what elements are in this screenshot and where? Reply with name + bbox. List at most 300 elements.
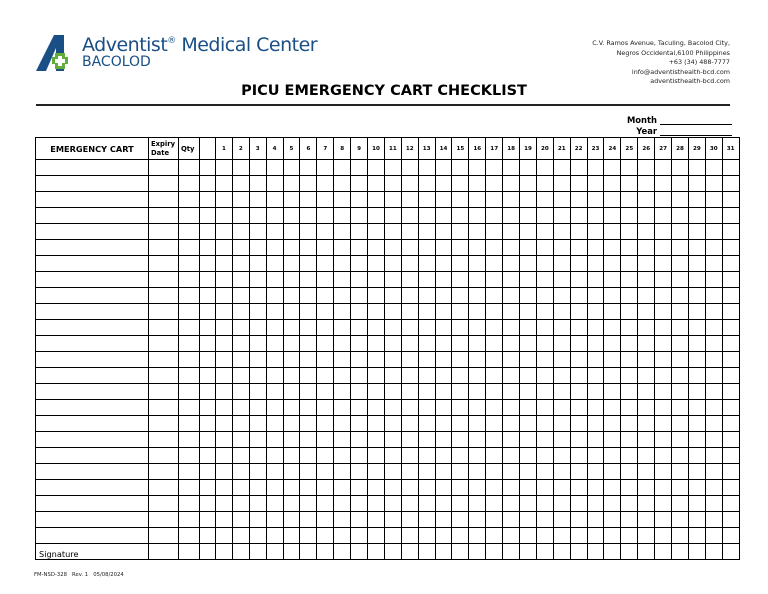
check-cell[interactable] (672, 352, 689, 368)
check-cell[interactable] (384, 368, 401, 384)
check-cell[interactable] (655, 384, 672, 400)
check-cell[interactable] (351, 240, 368, 256)
check-cell[interactable] (570, 304, 587, 320)
check-cell[interactable] (266, 288, 283, 304)
check-cell[interactable] (705, 400, 722, 416)
check-cell[interactable] (200, 496, 216, 512)
check-cell[interactable] (149, 224, 179, 240)
check-cell[interactable] (384, 512, 401, 528)
check-cell[interactable] (486, 352, 503, 368)
month-line[interactable] (660, 116, 732, 125)
check-cell[interactable] (638, 464, 655, 480)
check-cell[interactable] (149, 480, 179, 496)
check-cell[interactable] (604, 448, 621, 464)
check-cell[interactable] (520, 224, 537, 240)
signature-cell[interactable] (536, 544, 553, 560)
check-cell[interactable] (520, 496, 537, 512)
check-cell[interactable] (638, 448, 655, 464)
check-cell[interactable] (688, 384, 705, 400)
check-cell[interactable] (469, 512, 486, 528)
check-cell[interactable] (149, 528, 179, 544)
check-cell[interactable] (216, 192, 233, 208)
check-cell[interactable] (334, 288, 351, 304)
check-cell[interactable] (536, 336, 553, 352)
check-cell[interactable] (334, 320, 351, 336)
check-cell[interactable] (300, 336, 317, 352)
check-cell[interactable] (469, 368, 486, 384)
check-cell[interactable] (452, 272, 469, 288)
check-cell[interactable] (300, 416, 317, 432)
check-cell[interactable] (638, 528, 655, 544)
check-cell[interactable] (266, 176, 283, 192)
check-cell[interactable] (283, 432, 300, 448)
check-cell[interactable] (536, 272, 553, 288)
check-cell[interactable] (216, 352, 233, 368)
check-cell[interactable] (384, 224, 401, 240)
check-cell[interactable] (384, 304, 401, 320)
check-cell[interactable] (621, 352, 638, 368)
check-cell[interactable] (638, 432, 655, 448)
check-cell[interactable] (179, 496, 200, 512)
check-cell[interactable] (570, 400, 587, 416)
check-cell[interactable] (553, 336, 570, 352)
check-cell[interactable] (334, 480, 351, 496)
check-cell[interactable] (384, 272, 401, 288)
check-cell[interactable] (179, 320, 200, 336)
check-cell[interactable] (722, 432, 739, 448)
check-cell[interactable] (179, 368, 200, 384)
check-cell[interactable] (486, 224, 503, 240)
check-cell[interactable] (655, 224, 672, 240)
check-cell[interactable] (216, 224, 233, 240)
check-cell[interactable] (520, 288, 537, 304)
check-cell[interactable] (638, 304, 655, 320)
check-cell[interactable] (249, 352, 266, 368)
check-cell[interactable] (232, 464, 249, 480)
check-cell[interactable] (351, 448, 368, 464)
check-cell[interactable] (469, 160, 486, 176)
check-cell[interactable] (604, 192, 621, 208)
check-cell[interactable] (216, 496, 233, 512)
check-cell[interactable] (351, 480, 368, 496)
check-cell[interactable] (587, 448, 604, 464)
check-cell[interactable] (553, 240, 570, 256)
check-cell[interactable] (317, 496, 334, 512)
check-cell[interactable] (200, 528, 216, 544)
check-cell[interactable] (266, 416, 283, 432)
check-cell[interactable] (536, 448, 553, 464)
item-cell[interactable] (36, 512, 149, 528)
check-cell[interactable] (179, 384, 200, 400)
check-cell[interactable] (503, 464, 520, 480)
check-cell[interactable] (149, 208, 179, 224)
check-cell[interactable] (621, 192, 638, 208)
check-cell[interactable] (520, 512, 537, 528)
check-cell[interactable] (604, 272, 621, 288)
check-cell[interactable] (672, 512, 689, 528)
check-cell[interactable] (520, 448, 537, 464)
check-cell[interactable] (200, 464, 216, 480)
check-cell[interactable] (587, 224, 604, 240)
check-cell[interactable] (351, 400, 368, 416)
check-cell[interactable] (149, 496, 179, 512)
check-cell[interactable] (200, 272, 216, 288)
item-cell[interactable] (36, 256, 149, 272)
check-cell[interactable] (300, 352, 317, 368)
check-cell[interactable] (418, 176, 435, 192)
check-cell[interactable] (486, 480, 503, 496)
check-cell[interactable] (200, 416, 216, 432)
check-cell[interactable] (486, 304, 503, 320)
check-cell[interactable] (503, 400, 520, 416)
check-cell[interactable] (418, 368, 435, 384)
check-cell[interactable] (266, 320, 283, 336)
check-cell[interactable] (368, 304, 385, 320)
check-cell[interactable] (384, 192, 401, 208)
signature-cell[interactable] (435, 544, 452, 560)
check-cell[interactable] (638, 256, 655, 272)
check-cell[interactable] (300, 176, 317, 192)
check-cell[interactable] (435, 448, 452, 464)
check-cell[interactable] (672, 160, 689, 176)
check-cell[interactable] (351, 464, 368, 480)
check-cell[interactable] (536, 304, 553, 320)
check-cell[interactable] (179, 224, 200, 240)
check-cell[interactable] (638, 160, 655, 176)
check-cell[interactable] (672, 464, 689, 480)
check-cell[interactable] (351, 496, 368, 512)
check-cell[interactable] (486, 512, 503, 528)
check-cell[interactable] (368, 352, 385, 368)
check-cell[interactable] (604, 160, 621, 176)
check-cell[interactable] (672, 176, 689, 192)
check-cell[interactable] (334, 432, 351, 448)
item-cell[interactable] (36, 528, 149, 544)
check-cell[interactable] (536, 288, 553, 304)
check-cell[interactable] (368, 448, 385, 464)
check-cell[interactable] (351, 224, 368, 240)
check-cell[interactable] (179, 416, 200, 432)
check-cell[interactable] (232, 384, 249, 400)
check-cell[interactable] (249, 432, 266, 448)
signature-cell[interactable] (486, 544, 503, 560)
check-cell[interactable] (722, 448, 739, 464)
check-cell[interactable] (249, 272, 266, 288)
check-cell[interactable] (266, 352, 283, 368)
check-cell[interactable] (149, 368, 179, 384)
check-cell[interactable] (655, 448, 672, 464)
check-cell[interactable] (621, 272, 638, 288)
check-cell[interactable] (216, 176, 233, 192)
check-cell[interactable] (655, 464, 672, 480)
check-cell[interactable] (621, 512, 638, 528)
check-cell[interactable] (317, 272, 334, 288)
check-cell[interactable] (418, 400, 435, 416)
check-cell[interactable] (705, 368, 722, 384)
check-cell[interactable] (672, 448, 689, 464)
check-cell[interactable] (621, 304, 638, 320)
check-cell[interactable] (469, 256, 486, 272)
check-cell[interactable] (401, 304, 418, 320)
check-cell[interactable] (688, 336, 705, 352)
check-cell[interactable] (283, 160, 300, 176)
check-cell[interactable] (283, 400, 300, 416)
check-cell[interactable] (655, 416, 672, 432)
check-cell[interactable] (368, 240, 385, 256)
check-cell[interactable] (401, 400, 418, 416)
signature-cell[interactable] (401, 544, 418, 560)
check-cell[interactable] (418, 272, 435, 288)
item-cell[interactable] (36, 384, 149, 400)
check-cell[interactable] (469, 272, 486, 288)
check-cell[interactable] (300, 224, 317, 240)
check-cell[interactable] (705, 384, 722, 400)
check-cell[interactable] (536, 480, 553, 496)
check-cell[interactable] (266, 528, 283, 544)
item-cell[interactable] (36, 432, 149, 448)
check-cell[interactable] (232, 336, 249, 352)
check-cell[interactable] (705, 192, 722, 208)
check-cell[interactable] (655, 432, 672, 448)
check-cell[interactable] (179, 352, 200, 368)
check-cell[interactable] (486, 288, 503, 304)
check-cell[interactable] (621, 448, 638, 464)
year-field[interactable] (636, 126, 732, 136)
check-cell[interactable] (638, 512, 655, 528)
check-cell[interactable] (570, 448, 587, 464)
check-cell[interactable] (418, 160, 435, 176)
check-cell[interactable] (672, 528, 689, 544)
check-cell[interactable] (655, 240, 672, 256)
check-cell[interactable] (232, 480, 249, 496)
check-cell[interactable] (604, 528, 621, 544)
check-cell[interactable] (149, 416, 179, 432)
check-cell[interactable] (334, 208, 351, 224)
check-cell[interactable] (604, 224, 621, 240)
check-cell[interactable] (688, 160, 705, 176)
check-cell[interactable] (503, 240, 520, 256)
check-cell[interactable] (469, 288, 486, 304)
check-cell[interactable] (672, 256, 689, 272)
check-cell[interactable] (300, 192, 317, 208)
check-cell[interactable] (503, 272, 520, 288)
check-cell[interactable] (469, 192, 486, 208)
check-cell[interactable] (604, 352, 621, 368)
check-cell[interactable] (722, 288, 739, 304)
check-cell[interactable] (452, 208, 469, 224)
check-cell[interactable] (672, 336, 689, 352)
check-cell[interactable] (486, 160, 503, 176)
check-cell[interactable] (587, 352, 604, 368)
check-cell[interactable] (486, 448, 503, 464)
check-cell[interactable] (469, 320, 486, 336)
check-cell[interactable] (570, 512, 587, 528)
check-cell[interactable] (604, 480, 621, 496)
signature-cell[interactable] (283, 544, 300, 560)
check-cell[interactable] (520, 208, 537, 224)
check-cell[interactable] (216, 400, 233, 416)
check-cell[interactable] (401, 512, 418, 528)
check-cell[interactable] (435, 256, 452, 272)
check-cell[interactable] (266, 192, 283, 208)
check-cell[interactable] (334, 304, 351, 320)
check-cell[interactable] (401, 336, 418, 352)
check-cell[interactable] (200, 352, 216, 368)
check-cell[interactable] (401, 528, 418, 544)
check-cell[interactable] (300, 480, 317, 496)
check-cell[interactable] (621, 240, 638, 256)
check-cell[interactable] (435, 400, 452, 416)
check-cell[interactable] (283, 480, 300, 496)
check-cell[interactable] (216, 368, 233, 384)
check-cell[interactable] (638, 192, 655, 208)
check-cell[interactable] (368, 384, 385, 400)
check-cell[interactable] (536, 224, 553, 240)
check-cell[interactable] (200, 512, 216, 528)
check-cell[interactable] (384, 160, 401, 176)
check-cell[interactable] (351, 256, 368, 272)
check-cell[interactable] (553, 496, 570, 512)
check-cell[interactable] (536, 464, 553, 480)
check-cell[interactable] (351, 336, 368, 352)
check-cell[interactable] (638, 240, 655, 256)
check-cell[interactable] (672, 384, 689, 400)
check-cell[interactable] (232, 160, 249, 176)
check-cell[interactable] (317, 320, 334, 336)
check-cell[interactable] (200, 368, 216, 384)
check-cell[interactable] (249, 240, 266, 256)
check-cell[interactable] (435, 512, 452, 528)
check-cell[interactable] (232, 416, 249, 432)
check-cell[interactable] (401, 224, 418, 240)
check-cell[interactable] (722, 256, 739, 272)
check-cell[interactable] (536, 384, 553, 400)
check-cell[interactable] (283, 240, 300, 256)
check-cell[interactable] (283, 352, 300, 368)
check-cell[interactable] (520, 464, 537, 480)
check-cell[interactable] (384, 496, 401, 512)
check-cell[interactable] (722, 336, 739, 352)
item-cell[interactable] (36, 336, 149, 352)
check-cell[interactable] (334, 528, 351, 544)
check-cell[interactable] (317, 448, 334, 464)
check-cell[interactable] (722, 224, 739, 240)
check-cell[interactable] (638, 224, 655, 240)
signature-cell[interactable] (232, 544, 249, 560)
check-cell[interactable] (435, 352, 452, 368)
check-cell[interactable] (570, 528, 587, 544)
check-cell[interactable] (300, 304, 317, 320)
check-cell[interactable] (536, 256, 553, 272)
check-cell[interactable] (418, 352, 435, 368)
check-cell[interactable] (368, 496, 385, 512)
check-cell[interactable] (604, 288, 621, 304)
item-cell[interactable] (36, 240, 149, 256)
check-cell[interactable] (621, 368, 638, 384)
check-cell[interactable] (604, 416, 621, 432)
check-cell[interactable] (570, 384, 587, 400)
check-cell[interactable] (266, 160, 283, 176)
check-cell[interactable] (249, 384, 266, 400)
check-cell[interactable] (587, 464, 604, 480)
check-cell[interactable] (705, 464, 722, 480)
check-cell[interactable] (536, 208, 553, 224)
check-cell[interactable] (672, 480, 689, 496)
check-cell[interactable] (536, 416, 553, 432)
check-cell[interactable] (452, 496, 469, 512)
check-cell[interactable] (401, 416, 418, 432)
check-cell[interactable] (469, 448, 486, 464)
check-cell[interactable] (722, 464, 739, 480)
check-cell[interactable] (570, 368, 587, 384)
check-cell[interactable] (401, 432, 418, 448)
check-cell[interactable] (149, 448, 179, 464)
check-cell[interactable] (200, 208, 216, 224)
check-cell[interactable] (317, 176, 334, 192)
check-cell[interactable] (283, 384, 300, 400)
check-cell[interactable] (216, 288, 233, 304)
check-cell[interactable] (351, 176, 368, 192)
check-cell[interactable] (368, 208, 385, 224)
check-cell[interactable] (722, 176, 739, 192)
check-cell[interactable] (536, 512, 553, 528)
check-cell[interactable] (300, 400, 317, 416)
check-cell[interactable] (216, 528, 233, 544)
check-cell[interactable] (283, 448, 300, 464)
check-cell[interactable] (570, 336, 587, 352)
check-cell[interactable] (283, 512, 300, 528)
check-cell[interactable] (672, 192, 689, 208)
check-cell[interactable] (351, 368, 368, 384)
check-cell[interactable] (452, 416, 469, 432)
check-cell[interactable] (368, 256, 385, 272)
check-cell[interactable] (435, 272, 452, 288)
check-cell[interactable] (266, 240, 283, 256)
check-cell[interactable] (249, 256, 266, 272)
check-cell[interactable] (503, 528, 520, 544)
check-cell[interactable] (418, 432, 435, 448)
check-cell[interactable] (283, 272, 300, 288)
check-cell[interactable] (179, 272, 200, 288)
check-cell[interactable] (469, 352, 486, 368)
check-cell[interactable] (283, 208, 300, 224)
check-cell[interactable] (334, 512, 351, 528)
check-cell[interactable] (334, 224, 351, 240)
check-cell[interactable] (401, 240, 418, 256)
check-cell[interactable] (216, 304, 233, 320)
check-cell[interactable] (418, 464, 435, 480)
check-cell[interactable] (179, 176, 200, 192)
check-cell[interactable] (452, 240, 469, 256)
check-cell[interactable] (368, 432, 385, 448)
check-cell[interactable] (604, 512, 621, 528)
check-cell[interactable] (469, 176, 486, 192)
check-cell[interactable] (486, 368, 503, 384)
check-cell[interactable] (149, 352, 179, 368)
check-cell[interactable] (655, 320, 672, 336)
check-cell[interactable] (570, 160, 587, 176)
check-cell[interactable] (722, 160, 739, 176)
check-cell[interactable] (604, 400, 621, 416)
check-cell[interactable] (469, 416, 486, 432)
check-cell[interactable] (334, 416, 351, 432)
check-cell[interactable] (570, 192, 587, 208)
check-cell[interactable] (722, 304, 739, 320)
check-cell[interactable] (401, 480, 418, 496)
check-cell[interactable] (283, 464, 300, 480)
check-cell[interactable] (317, 256, 334, 272)
check-cell[interactable] (655, 272, 672, 288)
